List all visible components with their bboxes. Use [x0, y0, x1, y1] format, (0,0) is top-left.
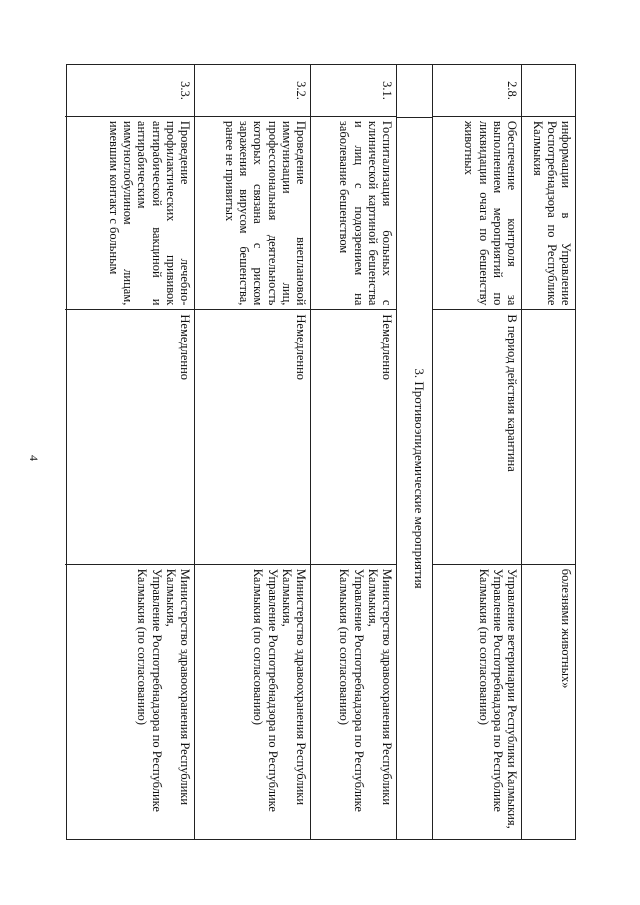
row-number: 3.3.: [65, 65, 194, 117]
measure-text: Проведение внеплановой иммунизации лиц, профессиональная деятельность которых связана с риском заражения вирусом бешенства, ранее не привитых: [195, 117, 310, 311]
responsible-cell: [65, 565, 194, 839]
table-row: [432, 65, 521, 839]
row-number: 3.1.: [311, 65, 396, 117]
responsible-line: Управление Роспотребнадзора по Республике Калмыкия (по согласованию): [251, 568, 280, 812]
responsible-cell: [522, 565, 575, 839]
responsible-cell: [195, 565, 310, 839]
deadline-text: Немедленно: [195, 310, 310, 564]
responsible-line: Министерство здравоохранения Республики Калмыкия,: [279, 568, 308, 806]
section-number-cell: [397, 65, 432, 118]
table-row: [310, 65, 396, 839]
responsible-line: Управление Роспотребнадзора по Республике Калмыкия (по согласованию): [337, 568, 366, 812]
table-row: [65, 65, 194, 839]
measure-text: информации в Управление Роспотребнадзора по Республике Калмыкия: [522, 117, 575, 311]
responsible-line: Управление Роспотребнадзора по Республике Калмыкия (по согласованию): [476, 568, 505, 812]
measures-table: [66, 64, 576, 840]
table-row: [521, 65, 575, 839]
responsible-cell: [311, 565, 396, 839]
responsible-cell: [433, 565, 521, 839]
measure-text: Проведение лечебно-профилактических прививок антирабической вакциной и антирабическим иммуноглобулином лицам, имевшим контакт с больным: [65, 117, 194, 311]
responsible-line: Министерство здравоохранения Республики Калмыкия,: [365, 568, 394, 806]
responsible-line: болезнями животных»: [559, 568, 573, 689]
table-row: [194, 65, 310, 839]
deadline-text: Немедленно: [65, 310, 194, 564]
responsible-line: Министерство здравоохранения Республики Калмыкия,: [163, 568, 192, 806]
deadline-text: Немедленно: [311, 310, 396, 564]
responsible-line: Управление Роспотребнадзора по Республике Калмыкия (по согласованию): [135, 568, 164, 812]
row-number: 2.8.: [433, 65, 521, 117]
row-number: [522, 65, 575, 117]
row-number: 3.2.: [195, 65, 310, 117]
section-title: 3. Противоэпидемические мероприятия: [412, 368, 427, 589]
responsible-line: Управление ветеринарии Республики Калмыкия,: [505, 568, 519, 829]
section-row: [396, 65, 432, 839]
measure-text: Госпитализация больных с клинической картиной бешенства и лиц с подозрением на заболевание бешенством: [311, 117, 396, 311]
measure-text: Обеспечение контроля за выполнением мероприятий по ликвидации очага по бешенству животных: [433, 117, 521, 311]
deadline-text: [522, 310, 575, 564]
page-number: 4: [27, 455, 41, 461]
deadline-text: В период действия карантина: [433, 310, 521, 564]
